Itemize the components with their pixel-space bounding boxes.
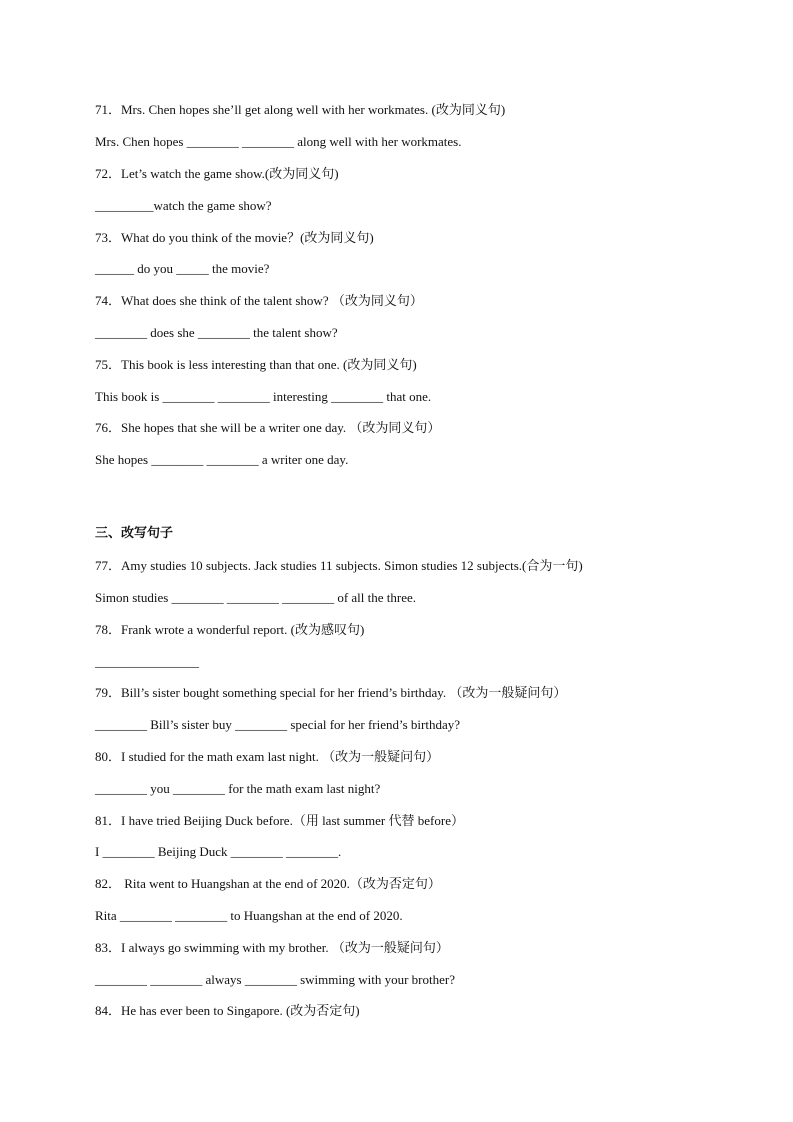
question-prompt-77: 77．Amy studies 10 subjects. Jack studies 11 subjects. Simon studies 12 subjects.(合为一句) — [95, 558, 583, 573]
answer-line-78: ________________ — [95, 654, 199, 669]
question-prompt-71: 71．Mrs. Chen hopes she’ll get along well with her workmates. (改为同义句) — [95, 102, 506, 117]
answer-line-83: ________ ________ always ________ swimming with your brother? — [95, 972, 455, 987]
answer-line-71: Mrs. Chen hopes ________ ________ along well with her workmates. — [95, 134, 462, 149]
question-prompt-74: 74．What does she think of the talent show? （改为同义句） — [95, 293, 423, 308]
answer-line-77: Simon studies ________ ________ ________ of all the three. — [95, 590, 417, 605]
question-prompt-82: 82． Rita went to Huangshan at the end of 2020.（改为否定句） — [95, 876, 441, 891]
question-prompt-81: 81．I have tried Beijing Duck before.（用 last summer 代替 before） — [95, 813, 464, 828]
question-prompt-78: 78．Frank wrote a wonderful report. (改为感叹句) — [95, 622, 365, 637]
answer-line-82: Rita ________ ________ to Huangshan at the end of 2020. — [95, 908, 403, 923]
section-heading: 三、改写句子 — [95, 526, 174, 541]
answer-line-75: This book is ________ ________ interesting ________ that one. — [95, 389, 432, 404]
question-prompt-79: 79．Bill’s sister bought something special for her friend’s birthday. （改为一般疑问句） — [95, 685, 567, 700]
question-prompt-75: 75．This book is less interesting than that one. (改为同义句) — [95, 357, 417, 372]
question-prompt-73: 73．What do you think of the movie？(改为同义句) — [95, 230, 374, 245]
answer-line-72: _________watch the game show? — [95, 198, 272, 213]
answer-line-76: She hopes ________ ________ a writer one day. — [95, 452, 349, 467]
answer-line-80: ________ you ________ for the math exam last night? — [95, 781, 381, 796]
question-prompt-80: 80．I studied for the math exam last night. （改为一般疑问句） — [95, 749, 440, 764]
question-prompt-83: 83．I always go swimming with my brother. （改为一般疑问句） — [95, 940, 449, 955]
question-prompt-76: 76．She hopes that she will be a writer one day. （改为同义句） — [95, 420, 441, 435]
question-prompt-84: 84．He has ever been to Singapore. (改为否定句) — [95, 1003, 360, 1018]
answer-line-74: ________ does she ________ the talent show? — [95, 325, 338, 340]
answer-line-73: ______ do you _____ the movie? — [95, 261, 270, 276]
answer-line-81: I ________ Beijing Duck ________ ________. — [95, 844, 342, 859]
answer-line-79: ________ Bill’s sister buy ________ special for her friend’s birthday? — [95, 717, 461, 732]
question-prompt-72: 72．Let’s watch the game show.(改为同义句) — [95, 166, 339, 181]
